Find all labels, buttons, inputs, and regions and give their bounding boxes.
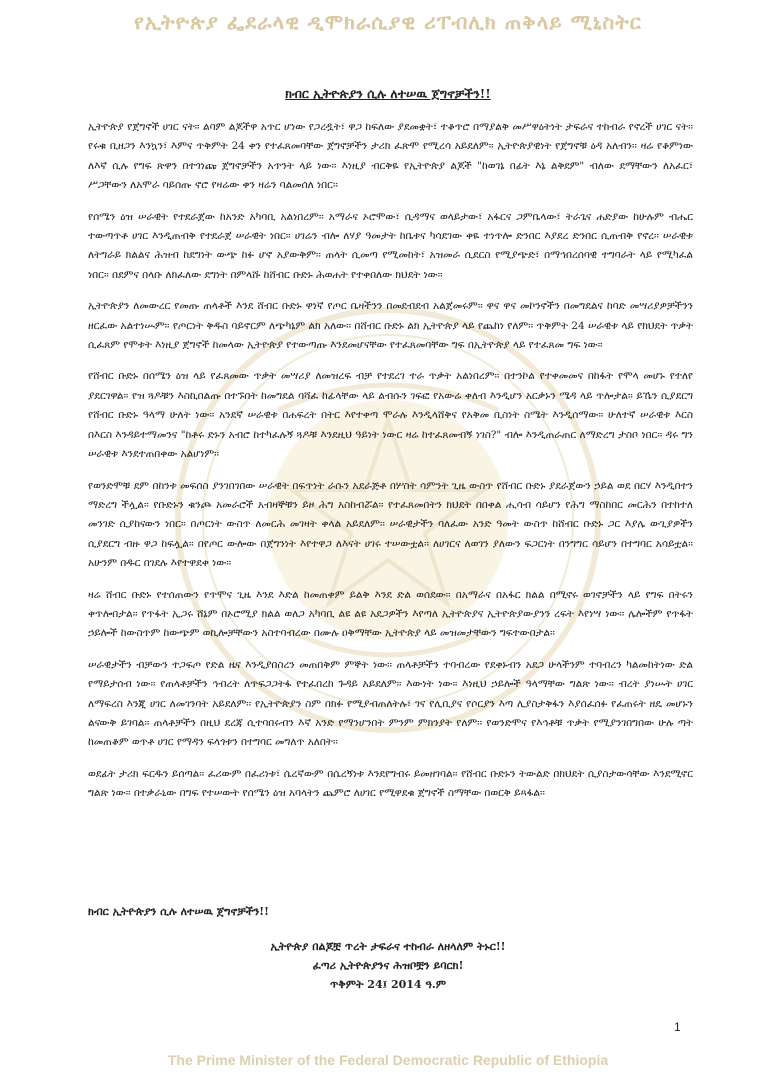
signature-block (0, 937, 776, 994)
paragraph: ዛሬ ሸብር ቡድኑ የተሰጠውን የጥሞና ጊዜ እንደ እድል ከመጠቀም ይልቅ እንደ ድል ወሰደው፡፡ በአማራና በአፋር ክልል በሚኖሩ ወገኖቻችን ላይ የግፍ በትሩን ቀጥሎበታል፡፡ የጥፋት ኢጋሩ ሸኔም በኦሮሚያ ክልል ወለጋ አካባቢ ልዩ ልዩ አደጋዎችን እየጣለ ኢትዮጵያና ኢትዮጵያውያንን ረፍት እየነሣ ነው፡፡ ሌሎችም የጥፋት ኃይሎች ከውስጥም ከውጭም ወኪሎቻቸውን አስተባብረው በሙሉ ዐቅማቸው ኢትዮጵያ ላይ መዝመታቸውን ግፍተውበታል፡፡ (88, 588, 693, 640)
footer-watermark: The Prime Minister of the Federal Democratic Republic of Ethiopia (167, 1052, 609, 1068)
signature-line-2: ፈጣሪ ኢትዮጵያንና ሕዝቦቿን ይባርክ! (312, 959, 464, 972)
paragraph: የወንድሞቹ ደም በከንቱ መፍሰስ ያንገበገበው ሠራዊት በፍጥነት ራሱን አደራጅቶ በሦስት ሳምንት ጊዜ ውስጥ የሸብር ቡድኑ ያደራጀውን ኃይል ወደ በርሃ እንዲበተን ማድረግ ችሏል፡፡ የቡድኑን ቁንጮ አመራሮች አብዛኞቹን ይዞ ሕግ አስከብሯል፡፡ የተፈጸመበትን ክህደት በበቀል ሒሳብ ሳይሆን የሕግ ማስከበር መርሕን በተከተለ መንገድ ሲያከናውን ነበር፡፡ በጦርነት ውስጥ ለመርሕ መገዛት ቀላል አይደለም፡፡ ሠራዊታችን ባለፈው አንድ ዓመት ውስጥ ከሸብር ቡድኑ ጋር እያሌ ውጊያዎችን ሲያደርግ ብዙ ዋጋ ከፍሏል፡፡ በየጦር ውሎው በጀግንነት እየተዋጋ ለእናት ሀገሩ ተሠውቷል፡፡ ለሀገርና ለወገን ያለውን ፍጋርነት በንግግር ሳይሆን በተግባር አሳይቷል፡፡ አሁንም በዱር በገደሉ እየተዋደቀ ነው፡፡ (88, 479, 693, 570)
paragraph: ኢትዮጵያን ለመውረር የመጡ ጠላቶች እንደ ሸብር ቡድኑ ዋነኛ የጦር ቤዛችንን በመደብደብ አልጀመሩም፡፡ ዋና ዋና መኮንኖችን በመግደልና ከባድ መሣሪያዎቻችንን ዘርፈው አልተነሡም፡፡ የጦርነት ቅዱስ ባይኖርም ለጭካኔም ልክ አለው፡፡ በሸብር ቡድኑ ልክ ኢትዮጵያ ላይ የጨከነ የለም፡፡ ጥቅምት 24 ሠራዊቱ ላይ የክህደት ጥቃት ሲፈጸም የሞቱት እነዚያ ጀግኖች ከመላው ኢትዮጵያ የተውጣጡ እንደመሆናቸው የተፈጸመባቸው ግፍ በኢትዮጵያ ላይ የተፈጸመ ግፍ ነው፡፡ (88, 300, 693, 352)
signature-date: ጥቅምት 24፤ 2014 ዓ.ም (330, 978, 446, 991)
paragraph: ወደፊት ታሪክ ፍርዱን ይሰጣል፡፡ ፈሪውም በፈሪነቱ፣ ሴረኛውም በሴረኝነቱ እንደየግብሩ ይመዘገባል፡፡ የሸብር ቡድኑን ትውልድ በክህደት ሲያስታውሳቸው እንደሚኖር ግልጽ ነው፡፡ በተቃራኒው በግፍ የተሠውት የሰሜን ዕዝ አባላትን ጨምሮ ለሀገር የሚዋደቁ ጀግኖች ስማቸው በወርቅ ይጻፋል፡፡ (88, 767, 693, 800)
paragraph: ኢትዮጵያ የጀግኖች ሀገር ናት፡፡ ልባም ልጆችዋ አጥር ሆነው የጋረዷት፣ ዋጋ ከፍለው ያደመቋት፣ ተቆጥሮ በማያልቅ መሥዋዕትነት ታፍራና ተከብራ የኖረች ሀገር ናት፡፡ የሩቁ ቢዘጋን እንኳን፣ እምና ጥቅምት 24 ቀን የተፈጸመባቸው ጀግኖቻችን ታሪክ ፈጽሞ የሚረሳ አይደለም፡፡ ኢትዮጵያዊነት የጀግኖቹ ዕዳ አለብን፡፡ ዛሬ የቆምነው ለእኛ ሲሉ የግፍ ጽዋን በተጎነጩ ጀግኖቻችን አጥንት ላይ ነው፡፡ እነዚያ ብርቅዬ የኢትዮጵያ ልጆች "ከወገኔ በፊት እኔ ልቅደም" ብለው ደማቸውን ለአፈር፣ ሥጋቸውን ለአሞራ ባይሰጡ ኖሮ የዛሬው ቀን ዛሬን ባልመሰለ ነበር፡፡ (88, 121, 693, 192)
page-number: 1 (674, 1020, 681, 1034)
signature-line-1: ኢትዮጵያ በልጆቿ ጥረት ታፍራና ተከብራ ለዘላለም ትኑር!! (270, 940, 506, 953)
letterhead: የኢትዮጵያ ፌደራላዊ ዲሞክራሲያዊ ሪፐብሊክ ጠቅላይ ሚኒስትር (134, 10, 642, 34)
document-title: ክብር ኢትዮጵያን ሲሉ ለተሠዉ ጀግኖቻችን!! (285, 86, 491, 101)
closing-line: ክብር ኢትዮጵያን ሲሉ ለተሠዉ ጀግኖቻችን!! (88, 905, 269, 918)
paragraph: የሰሜን ዕዝ ሠራዊት የተደራጀው ከአንድ አካባቢ አልነበረም፡፡ አማራና ኦሮሞው፣ ሲዳማና ወላይታው፣ አፋርና ጋምቤላው፣ ትራጌና ሐድያው ከሁሉም ብሔር ተውጣጥቶ ሀገር እንዲጠብቅ የተደራጀ ሠራዊት ነበር፡፡ ሀገሬን ብሎ ለሃያ ዓመታት ከቤቱና ካሳደገው ቀዬ ተነጥሎ ድንበር እያደረ ድንበር ሲጠብቅ የኖረ፡፡ ሠራዊቱ ለትግራይ ክልልና ሕዝብ ከደግነት ውጭ ከፉ ሆኖ አያውቅም፡፡ ጠላት ሲመጣ የሚመከት፣ አዝመራ ሲደርስ የሚያጭድ፣ በማኅበረሰባዊ ተግባራት ላይ የሚካፈል ነበር፡፡ በደምና በላቡ ለክፈለው ደግነት በምላሹ ከሸብር ቡድኑ ሕወሐት የተቀበለው ክህደት ነው፡፡ (88, 210, 693, 281)
paragraph: ሠራዊታችን ብቻውን ተጋፍጦ የድል ዜና እንዲያበስረን መጠበቅም ምኞት ነው፡፡ ጠላቶቻችን ተባብረው የደቀኑብን አደጋ ሁላችንም ተባብረን ካልመከትነው ድል የማይታሰብ ነው፡፡ የጠላቶቻችን ኅብረት ለጥፍጋጋትፋ የተፈበረከ ጉዳይ አይደለም፡፡ እውነት ነው፡፡ እነዚህ ኃይሎች ዓላማቸው ግልጽ ነው፡፡ ብረት ያነሡት ሀገር ለማፍረስ እንጂ ሀገር ለመገንባት አይደለም፡፡ የኢትዮጵያን ስም በክፉ የሚያብጠለትሉ፣ ገና የሊቢያና የሶርያን እጣ ሊያስታቅፋን እያሰፈሰፉ የፈጠሩት ዘዴ መሆኑን ልናውቅ ይገባል፡፡ ጠላቶቻችን በዚህ ደረጃ ሲተባበሩብን እኛ አንድ የማንሆንበት ምንም ምክንያት የለም፡፡ የወንድሞና የእኅቶቹ ጥቃት የሚያንገበግበው ሁሉ ጣት ከመጠቆም ወጥቶ ሀገር የማዳን ፍላጎቱን በተግባር መግለጥ አለበት፡፡ (88, 658, 693, 749)
paragraph: የሸብር ቡድኑ በሰሜን ዕዝ ላይ የፈጸመው ጥቃት መሣሪያ ለመዝረፍ ብቻ የተደረገ ተራ ጥቃት አልነበረም፡፡ በተንኮል የተቀመመና በከፋት የሞላ መሆኑ የተለየ ያደርገዋል፡፡ የዝ ጓዶቹን እስኪበልጡ በተኙበት ከመግደል ባሻፈ ከፊላቸው ላይ ልብሱን ገፍፎ የአውሬ ቀለብ እንዲሆን አርቃኑን ሜዳ ላይ ጥሎታል፡፡ ይኼን ሲያደርግ የሸብር ቡድኑ ዓላማ ሁለት ነው፡፡ አንደኛ ሠራዊቱ በሐፍረት በትር እየተቀጣ ሞራሉ እንዲላሸቅና የአቅመ ቢስነት ስሜት እንዲሰማው፡፡ ሁለተኛ ሠራዊቱ እርስ በእርስ እንዳይተማመንና "ከቶሩ ድኑን አብሮ ከተካፈሉኝ ጓዶቹ እንደዚህ ዓይነት ነውር ዛሬ ከተፈጸመብኝ ነገስ?" ብሎ እንዲጠራጠር ለማድረግ ታስቦ ነበር፡፡ ዳሩ ግን ሠራዊቱ እንደተጠበቀው አልሆነም፡፡ (88, 370, 693, 461)
letter-body (88, 118, 693, 816)
